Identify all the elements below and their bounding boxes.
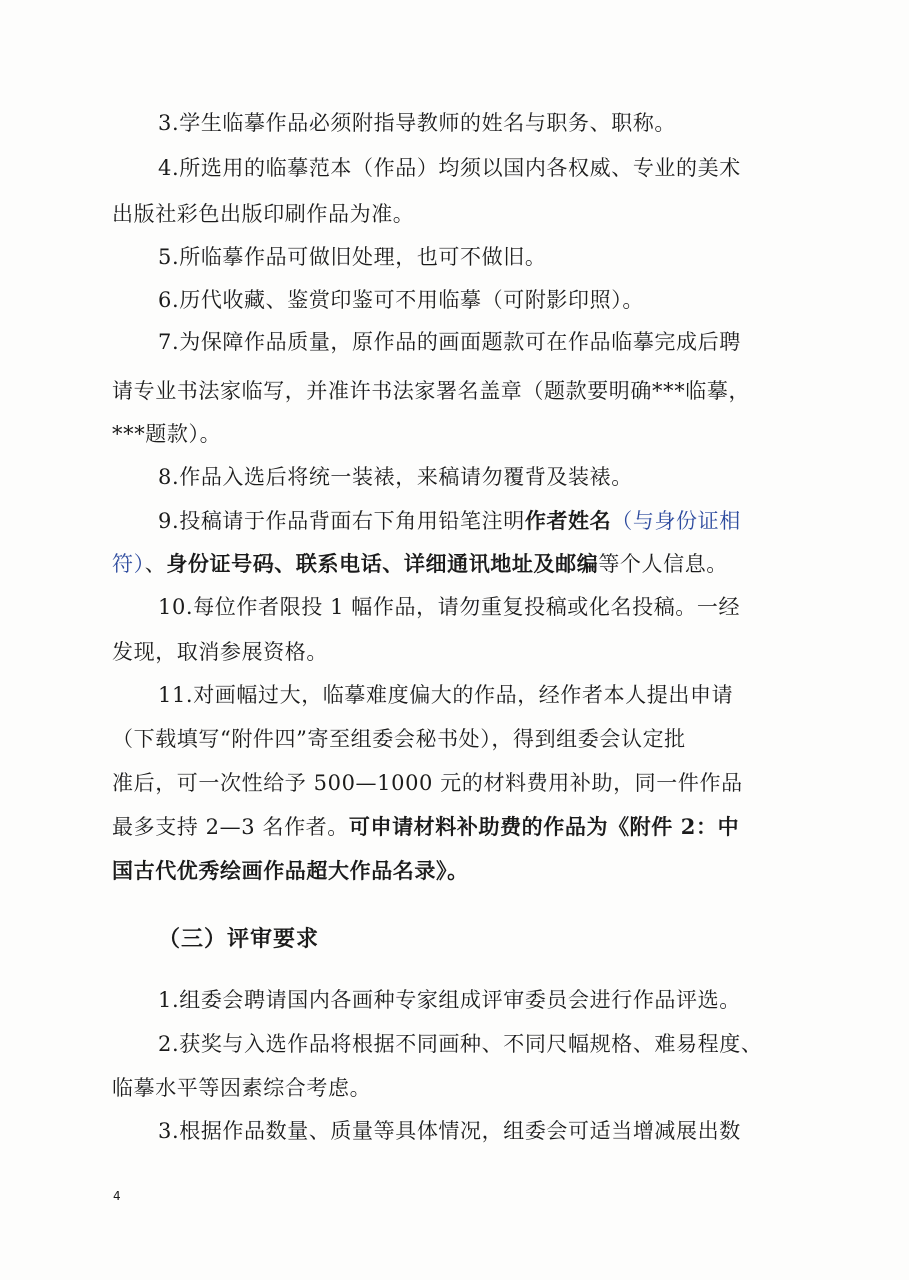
paragraph-line: 2.获奖与入选作品将根据不同画种、不同尺幅规格、难易程度、 — [158, 1032, 763, 1056]
paragraph-line: 准后，可一次性给予 500—1000 元的材料费用补助，同一件作品 — [112, 771, 743, 795]
paragraph-line: 7.为保障作品质量，原作品的画面题款可在作品临摹完成后聘 — [158, 330, 741, 354]
paragraph-line: 6.历代收藏、鉴赏印鉴可不用临摹（可附影印照）。 — [158, 288, 644, 312]
paragraph-line: 3.根据作品数量、质量等具体情况，组委会可适当增减展出数 — [158, 1119, 741, 1143]
text-span: 等个人信息。 — [598, 552, 728, 576]
page-number: 4 — [113, 1189, 121, 1203]
paragraph-line — [112, 549, 812, 579]
paragraph-line: 8.作品入选后将统一装裱，来稿请勿覆背及装裱。 — [158, 465, 633, 489]
paragraph-line: （下载填写“附件四”寄至组委会秘书处），得到组委会认定批 — [112, 727, 686, 751]
paragraph-line: 5.所临摹作品可做旧处理，也可不做旧。 — [158, 245, 547, 269]
bold-text-span: 可申请材料补助费的作品为《附件 2：中 — [348, 814, 740, 839]
paragraph-line: 1.组委会聘请国内各画种专家组成评审委员会进行作品评选。 — [158, 988, 741, 1012]
blue-text-span: 符） — [112, 552, 145, 576]
bold-text-span: 身份证号码、联系电话、详细通讯地址及邮编 — [166, 551, 599, 576]
paragraph-line: 10.每位作者限投 1 幅作品，请勿重复投稿或化名投稿。一经 — [158, 595, 741, 619]
blue-text-span: （与身份证相 — [611, 509, 741, 533]
paragraph-line: 临摹水平等因素综合考虑。 — [112, 1076, 372, 1100]
paragraph-line: 国古代优秀绘画作品超大作品名录》。 — [112, 858, 469, 883]
paragraph-line: 11.对画幅过大，临摹难度偏大的作品，经作者本人提出申请 — [158, 683, 734, 707]
paragraph-line: 3.学生临摹作品必须附指导教师的姓名与职务、职称。 — [158, 111, 677, 135]
paragraph-line — [112, 812, 812, 842]
paragraph-line: 发现，取消参展资格。 — [112, 640, 328, 664]
paragraph-line: 出版社彩色出版印刷作品为准。 — [112, 202, 415, 226]
text-span: 最多支持 2—3 名作者。 — [112, 815, 349, 839]
paragraph-line — [158, 506, 858, 536]
paragraph-line: 4.所选用的临摹范本（作品）均须以国内各权威、专业的美术 — [158, 156, 741, 180]
text-span: 9.投稿请于作品背面右下角用铅笔注明 — [158, 509, 525, 533]
bold-text-span: 作者姓名 — [524, 508, 612, 533]
section-heading: （三）评审要求 — [158, 926, 320, 952]
paragraph-line: ***题款）。 — [112, 422, 222, 446]
text-span: 、 — [144, 552, 167, 576]
paragraph-line: 请专业书法家临写，并准许书法家署名盖章（题款要明确***临摹， — [112, 379, 751, 403]
